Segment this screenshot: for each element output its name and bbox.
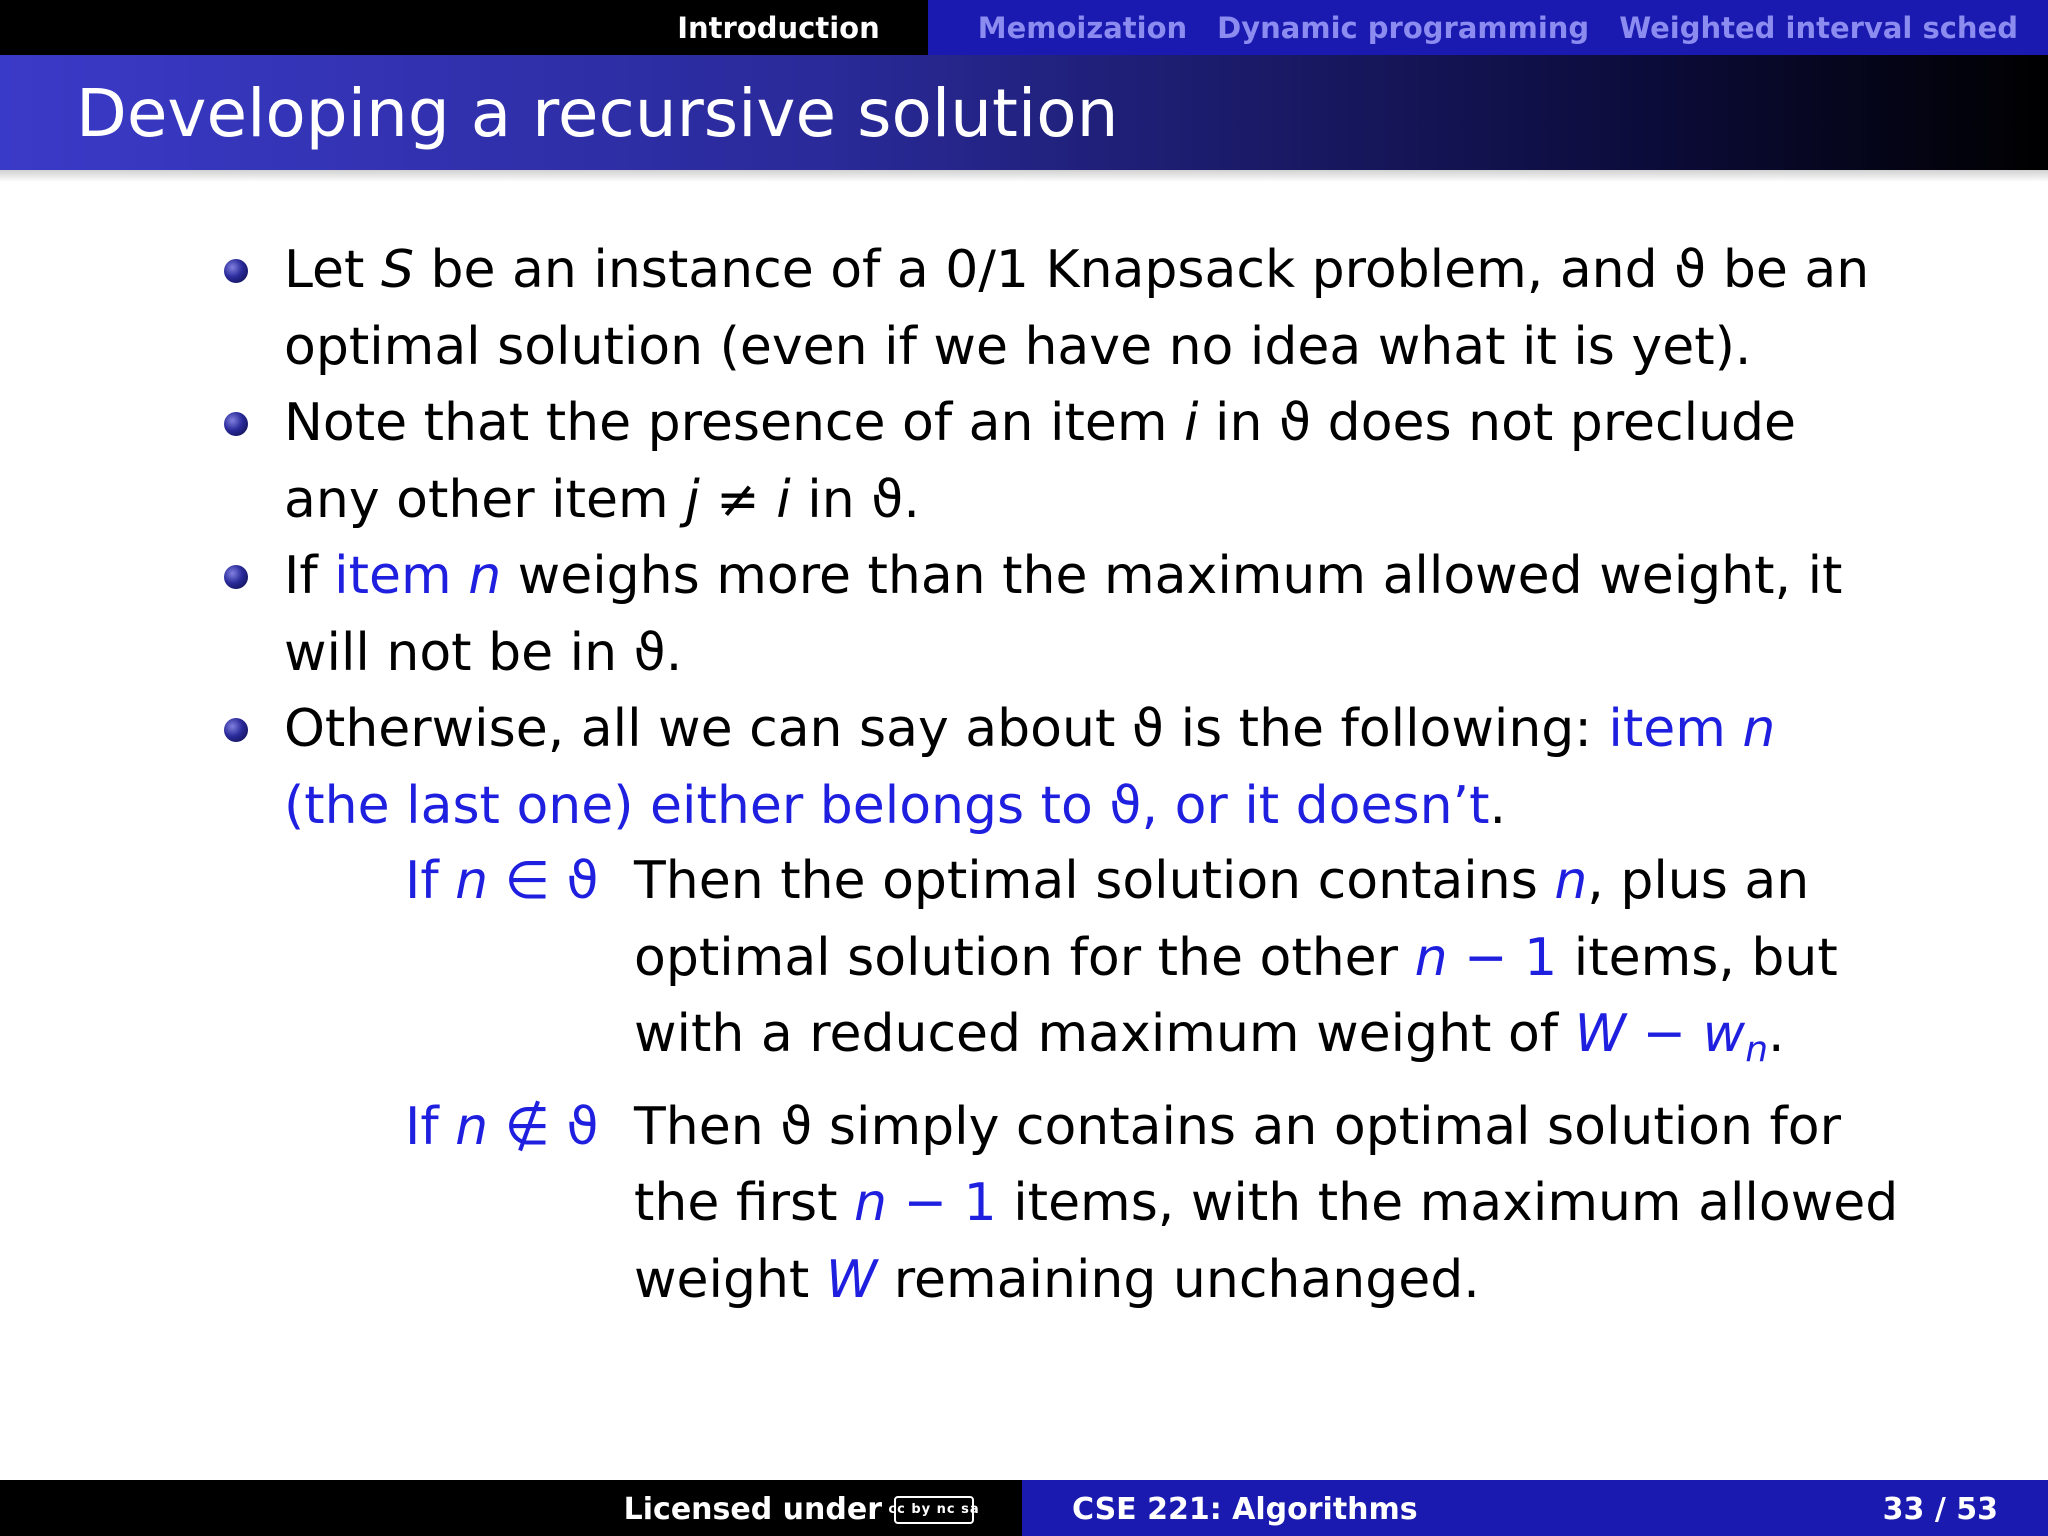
case-label-part: ∉: [504, 1096, 567, 1157]
text-run: Then the optimal solution contains: [634, 851, 1555, 911]
highlight-variable: W: [1574, 1004, 1627, 1064]
highlight-variable: n: [1414, 927, 1448, 988]
nav-section-memoization[interactable]: Memoization: [977, 10, 1188, 45]
text-run: in: [1198, 393, 1279, 453]
case-label-part: n: [455, 851, 505, 911]
text-run: If: [284, 546, 335, 606]
math-symbol: ϑ: [780, 1096, 813, 1157]
page-number: 33 / 53: [1882, 1492, 1998, 1527]
bullet-line: [284, 691, 1920, 768]
text-run: .: [1768, 1004, 1785, 1064]
bullet-line: [284, 615, 1920, 692]
text-run: will not be in: [284, 622, 634, 683]
case-row: [405, 1089, 1898, 1319]
math-variable: j: [685, 469, 700, 530]
case-line: [634, 1089, 1898, 1166]
case-line: [634, 996, 1838, 1089]
text-run: items, with the maximum allowed: [996, 1173, 1899, 1233]
highlight-variable: W: [825, 1249, 878, 1310]
bullet-icon: [224, 565, 248, 589]
bullet-line: [284, 538, 1920, 615]
case-label-part: ϑ: [566, 851, 599, 911]
text-run: remaining unchanged.: [877, 1249, 1480, 1310]
bullet-line: [284, 385, 1920, 462]
case-line: [634, 1242, 1898, 1319]
math-symbol: ϑ: [1131, 699, 1165, 759]
text-run: weighs more than the maximum allowed weight, it: [501, 546, 1843, 606]
text-run: Then: [634, 1096, 781, 1157]
footer-left: [0, 1480, 1022, 1536]
text-run: items, but: [1557, 927, 1838, 988]
bullet-list: [220, 232, 1920, 844]
bullet-icon: [224, 718, 248, 742]
nav-section-weighted-interval[interactable]: Weighted interval sched: [1619, 10, 2018, 45]
license-notice: [623, 1492, 980, 1527]
math-symbol: ϑ: [1674, 240, 1707, 300]
text-run: in: [790, 469, 872, 530]
text-run: Note that the presence of an item: [284, 393, 1185, 453]
nav-other-sections: [928, 0, 2048, 55]
text-run: does not preclude: [1311, 393, 1797, 453]
math-variable: i: [776, 469, 791, 530]
bullet-line: [284, 309, 1920, 386]
creative-commons-icon: cc by nc sa: [894, 1496, 974, 1524]
text-run: simply contains an optimal solution for: [812, 1096, 1841, 1157]
bullet-line: [284, 462, 1920, 539]
nav-section-introduction[interactable]: Introduction: [677, 10, 880, 45]
case-label: [405, 843, 634, 1089]
text-run: is the following:: [1164, 699, 1609, 759]
bullet-item: [220, 232, 1920, 385]
bullet-item: [220, 385, 1920, 538]
slide-title: Developing a recursive solution: [76, 75, 1119, 152]
text-run: .: [665, 622, 683, 683]
license-text: Licensed under: [623, 1492, 882, 1527]
case-line: [634, 1165, 1898, 1242]
highlight-text: − 1: [1447, 927, 1558, 988]
nav-current-section-area: [0, 0, 928, 55]
text-run: with a reduced maximum weight of: [634, 1004, 1575, 1064]
highlight-variable: n: [1554, 851, 1588, 911]
case-label: [405, 1089, 634, 1319]
bullet-line: [284, 768, 1920, 845]
footer: [0, 1480, 2048, 1536]
text-run: .: [1489, 775, 1506, 836]
title-bar: [0, 55, 2048, 170]
text-run: .: [903, 469, 920, 530]
text-run: , plus an: [1587, 851, 1810, 911]
text-run: weight: [634, 1249, 826, 1310]
top-navigation: [0, 0, 2048, 55]
case-body: [634, 1089, 1898, 1319]
highlight-subscript: n: [1745, 1029, 1769, 1070]
text-run: any other item: [284, 469, 686, 530]
highlight-variable: n: [854, 1173, 887, 1233]
case-label-part: If: [405, 1096, 456, 1157]
text-run: Let: [284, 240, 381, 300]
highlight-text: (the last one) either belongs to: [284, 775, 1110, 836]
bullet-line: [284, 232, 1920, 309]
text-run: the first: [634, 1173, 855, 1233]
highlight-symbol: ϑ: [1109, 775, 1142, 836]
text-run: optimal solution (even if we have no idea what it is yet).: [284, 316, 1752, 377]
title-shadow: [0, 170, 2048, 182]
case-label-part: n: [455, 1096, 505, 1157]
bullet-icon: [224, 412, 248, 436]
highlight-text: item: [334, 546, 469, 606]
math-symbol: ϑ: [633, 622, 666, 683]
case-row: [405, 843, 1898, 1089]
text-run: ≠: [699, 469, 777, 530]
highlight-text: , or it doesn’t: [1141, 775, 1490, 836]
footer-right: [1022, 1480, 2048, 1536]
highlight-text: −: [1626, 1004, 1703, 1064]
bullet-item: [220, 691, 1920, 844]
case-body: [634, 843, 1838, 1089]
text-run: optimal solution for the other: [634, 927, 1415, 988]
highlight-variable: n: [1742, 699, 1776, 759]
math-symbol: ϑ: [871, 469, 904, 530]
case-line: [634, 920, 1838, 997]
bullet-icon: [224, 259, 248, 283]
nav-section-dynamic-programming[interactable]: Dynamic programming: [1217, 10, 1590, 45]
case-line: [634, 843, 1838, 920]
bullet-item: [220, 538, 1920, 691]
math-variable: S: [380, 240, 414, 300]
text-run: be an: [1706, 240, 1870, 300]
text-run: Otherwise, all we can say about: [284, 699, 1132, 759]
math-variable: i: [1184, 393, 1199, 453]
highlight-variable: n: [468, 546, 502, 606]
text-run: be an instance of a 0/1 Knapsack problem, and: [413, 240, 1675, 300]
case-label-part: ϑ: [566, 1096, 599, 1157]
case-label-part: If: [405, 851, 456, 911]
case-label-part: ∈: [504, 851, 567, 911]
highlight-variable: w: [1702, 1004, 1746, 1064]
math-symbol: ϑ: [1278, 393, 1312, 453]
course-name: CSE 221: Algorithms: [1072, 1492, 1418, 1527]
highlight-text: item: [1608, 699, 1743, 759]
highlight-text: − 1: [886, 1173, 997, 1233]
case-table: [405, 843, 1898, 1318]
